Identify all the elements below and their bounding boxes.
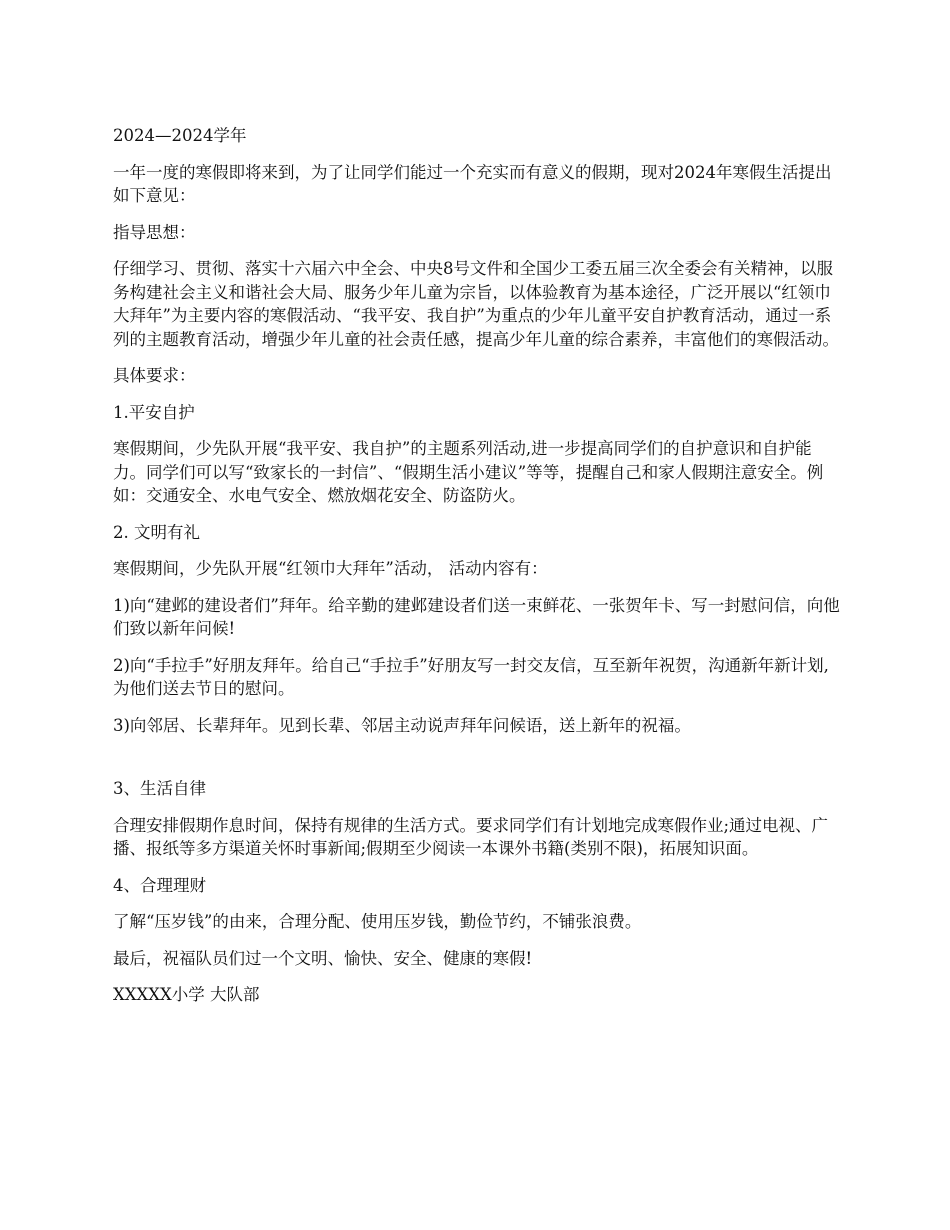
requirements-heading: 具体要求： xyxy=(113,366,196,385)
section-1-paragraph: 寒假期间，少先队开展“我平安、我自护”的主题系列活动,进一步提高同学们的自护意识和自护能力。同学们可以写“致家长的一封信”、“假期生活小建议”等等，提醒自己和家人假期注意安全。例如：交通安全、水电气安全、燃放烟花安全、防盗防火。 xyxy=(113,439,824,505)
document-body xyxy=(113,124,843,1020)
guiding-paragraph: 仔细学习、贯彻、落实十六届六中全会、中央8号文件和全国少工委五届三次全委会有关精神，以服务构建社会主义和谐社会大局、服务少年儿童为宗旨，以体验教育为基本途径，广泛开展以“红领巾大拜年”为主要内容的寒假活动、“我平安、我自护”为重点的少年儿童平安自护教育活动，通过一系列的主题教育活动，增强少年儿童的社会责任感，提高少年儿童的综合素养，丰富他们的寒假活动。 xyxy=(113,259,839,349)
signature: XXXXX小学 大队部 xyxy=(113,985,260,1004)
section-2-item-1: 1)向“建邺的建设者们”拜年。给辛勤的建邺建设者们送一束鲜花、一张贺年卡、写一封慰问信，向他们致以新年问候! xyxy=(113,595,840,638)
closing-paragraph: 最后，祝福队员们过一个文明、愉快、安全、健康的寒假! xyxy=(113,948,533,968)
section-3-paragraph: 合理安排假期作息时间，保持有规律的生活方式。要求同学们有计划地完成寒假作业;通过电视、广播、报纸等多方渠道关怀时事新闻;假期至少阅读一本课外书籍(类别不限)，拓展知识面。 xyxy=(113,815,829,858)
intro-paragraph: 一年一度的寒假即将来到，为了让同学们能过一个充实而有意义的假期，现对2024年寒假生活提出如下意见： xyxy=(113,162,832,205)
year-line: 2024—2024学年 xyxy=(113,126,247,145)
section-3-title: 3、生活自律 xyxy=(113,779,206,798)
section-2-item-2: 2)向“手拉手”好朋友拜年。给自己“手拉手”好朋友写一封交友信，互至新年祝贺，沟通新年新计划,为他们送去节日的慰问。 xyxy=(113,655,829,698)
section-4-title: 4、合理理财 xyxy=(113,875,206,895)
section-1-title: 1.平安自护 xyxy=(113,402,195,422)
section-2-paragraph: 寒假期间，少先队开展“红领巾大拜年”活动， 活动内容有： xyxy=(113,559,548,578)
section-2-title: 2. 文明有礼 xyxy=(113,522,200,542)
section-4-paragraph: 了解“压岁钱”的由来，合理分配、使用压岁钱，勤俭节约，不铺张浪费。 xyxy=(113,912,642,931)
guiding-heading: 指导思想： xyxy=(113,222,196,242)
section-2-item-3: 3)向邻居、长辈拜年。见到长辈、邻居主动说声拜年问候语，送上新年的祝福。 xyxy=(113,715,691,735)
